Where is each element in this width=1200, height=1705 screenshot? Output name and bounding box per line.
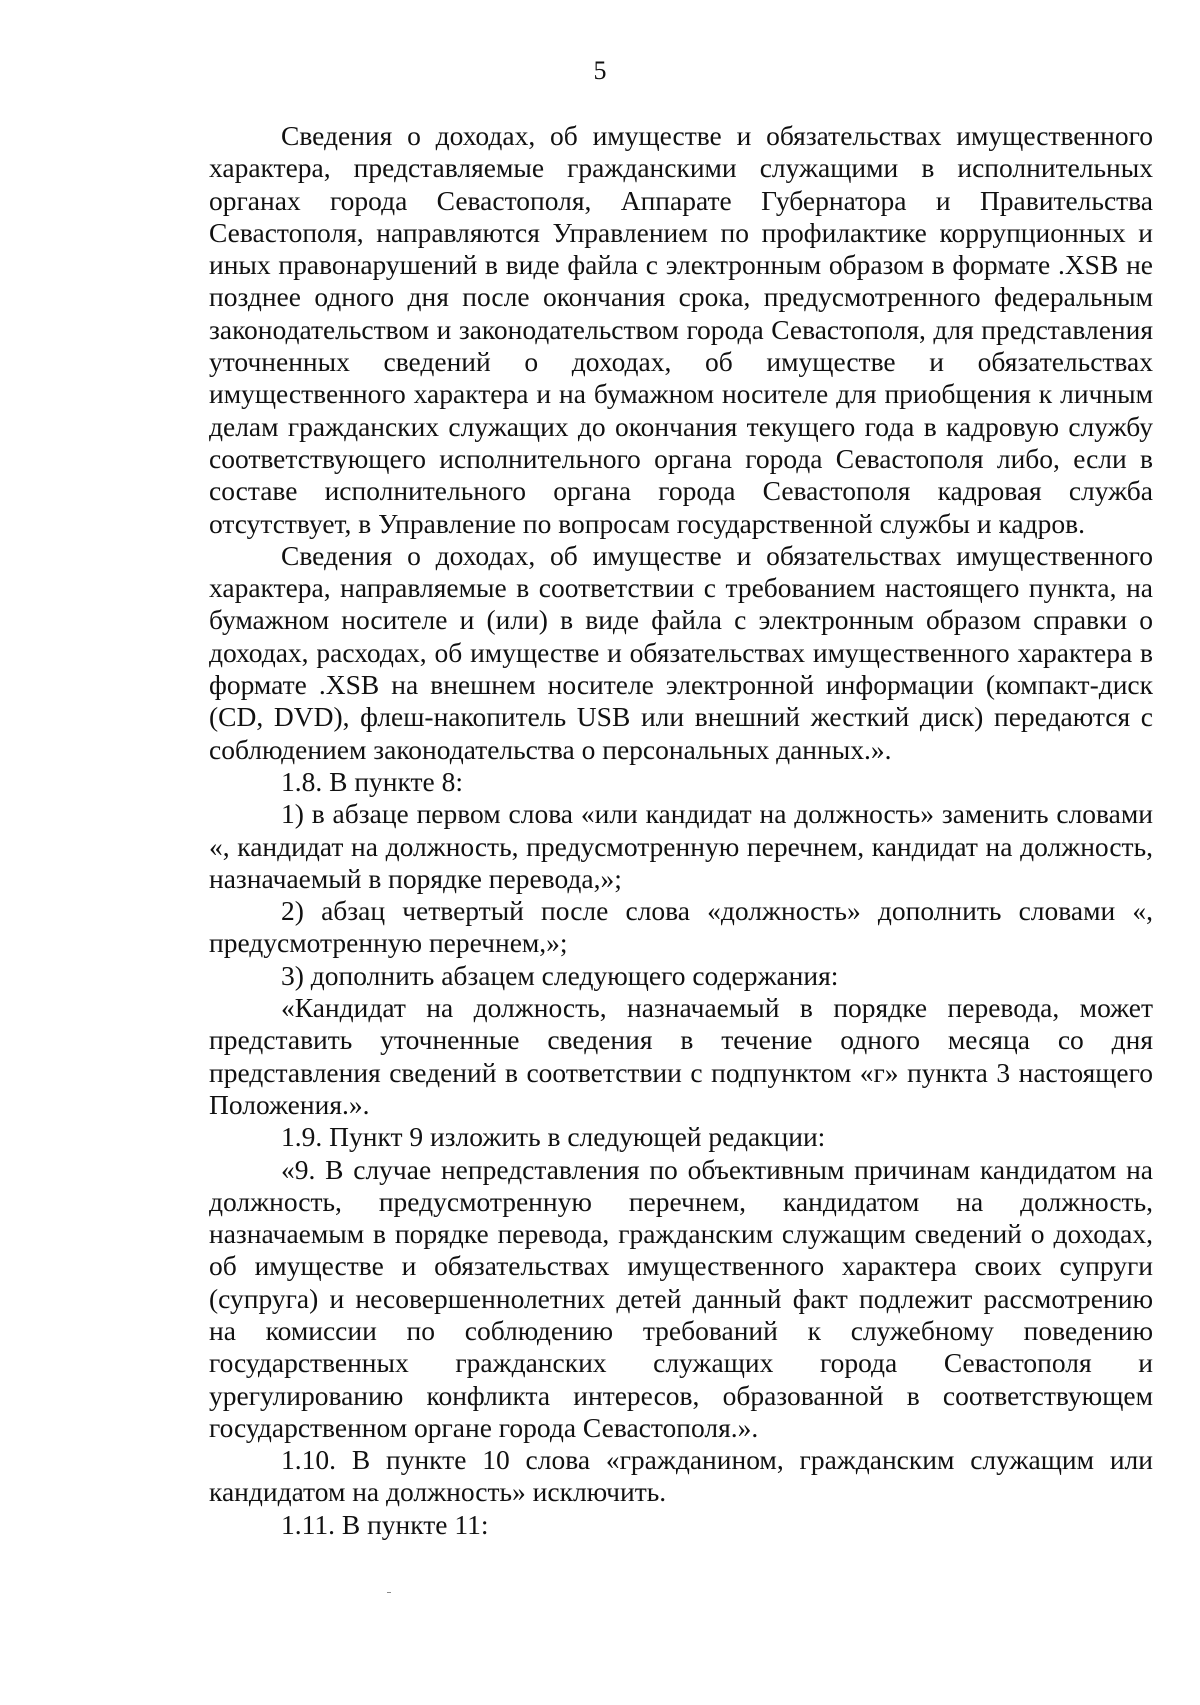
paragraph-item-1-8: 1.8. В пункте 8:: [281, 765, 464, 797]
paragraph-item-1-8-sub-3: 3) дополнить абзацем следующего содержания:: [281, 959, 839, 991]
paragraph-income-info-transfer: Сведения о доходах, об имуществе и обязательствах имущественного характера, направляемые в соответствии с требованием настоящего пункта, на бумажном носителе и (или) в виде файла с электронным образом справки о доходах, расходах, об имуществе и обязательствах имущественного характера в формате .XSB на внешнем носителе электронной информации (компакт-диск (CD, DVD), флеш-накопитель USB или внешний жесткий диск) передаются с соблюдением законодательства о персональных данных.».: [209, 539, 1153, 765]
paragraph-item-1-10: 1.10. В пункте 10 слова «гражданином, гражданским служащим или кандидатом на должность» исключить.: [209, 1444, 1153, 1508]
paragraph-candidate-transfer-quote: «Кандидат на должность, назначаемый в порядке перевода, может представить уточненные сведения в течение одного месяца со дня представления сведений в соответствии с подпунктом «г» пункта 3 настоящего Положения.».: [209, 992, 1153, 1120]
paragraph-item-1-8-sub-1: 1) в абзаце первом слова «или кандидат на должность» заменить словами «, кандидат на должность, предусмотренную перечнем, кандидат на должность, назначаемый в порядке перевода,»;: [209, 798, 1153, 894]
paragraph-item-1-8-sub-2: 2) абзац четвертый после слова «должность» дополнить словами «, предусмотренную перечнем,»;: [209, 895, 1153, 959]
paragraph-item-1-11: 1.11. В пункте 11:: [281, 1508, 489, 1540]
page-number: 5: [593, 56, 607, 85]
paragraph-income-info-submission: Сведения о доходах, об имуществе и обязательствах имущественного характера, представляемые гражданскими служащими в исполнительных органах города Севастополя, Аппарате Губернатора и Правительства Севастополя, направляются Управлением по профилактике коррупционных и иных правонарушений в виде файла с электронным образом в формате .XSB не позднее одного дня после окончания срока, предусмотренного федеральным законодательством и законодательством города Севастополя, для представления уточненных сведений о доходах, об имуществе и обязательствах имущественного характера и на бумажном носителе для приобщения к личным делам гражданских служащих до окончания текущего года в кадровую службу соответствующего исполнительного органа города Севастополя либо, если в составе исполнительного органа города Севастополя кадровая служба отсутствует, в Управление по вопросам государственной службы и кадров.: [209, 120, 1153, 539]
scan-speck: [387, 1592, 391, 1593]
paragraph-item-1-9: 1.9. Пункт 9 изложить в следующей редакции:: [281, 1121, 826, 1153]
document-body: [209, 120, 1153, 1541]
paragraph-point-9-quote: «9. В случае непредставления по объективным причинам кандидатом на должность, предусмотренную перечнем, кандидатом на должность, назначаемым в порядке перевода, гражданским служащим сведений о доходах, об имуществе и обязательствах имущественного характера своих супруги (супруга) и несовершеннолетних детей данный факт подлежит рассмотрению на комиссии по соблюдению требований к служебному поведению государственных гражданских служащих города Севастополя и урегулированию конфликта интересов, образованной в соответствующем государственном органе города Севастополя.».: [209, 1153, 1153, 1443]
